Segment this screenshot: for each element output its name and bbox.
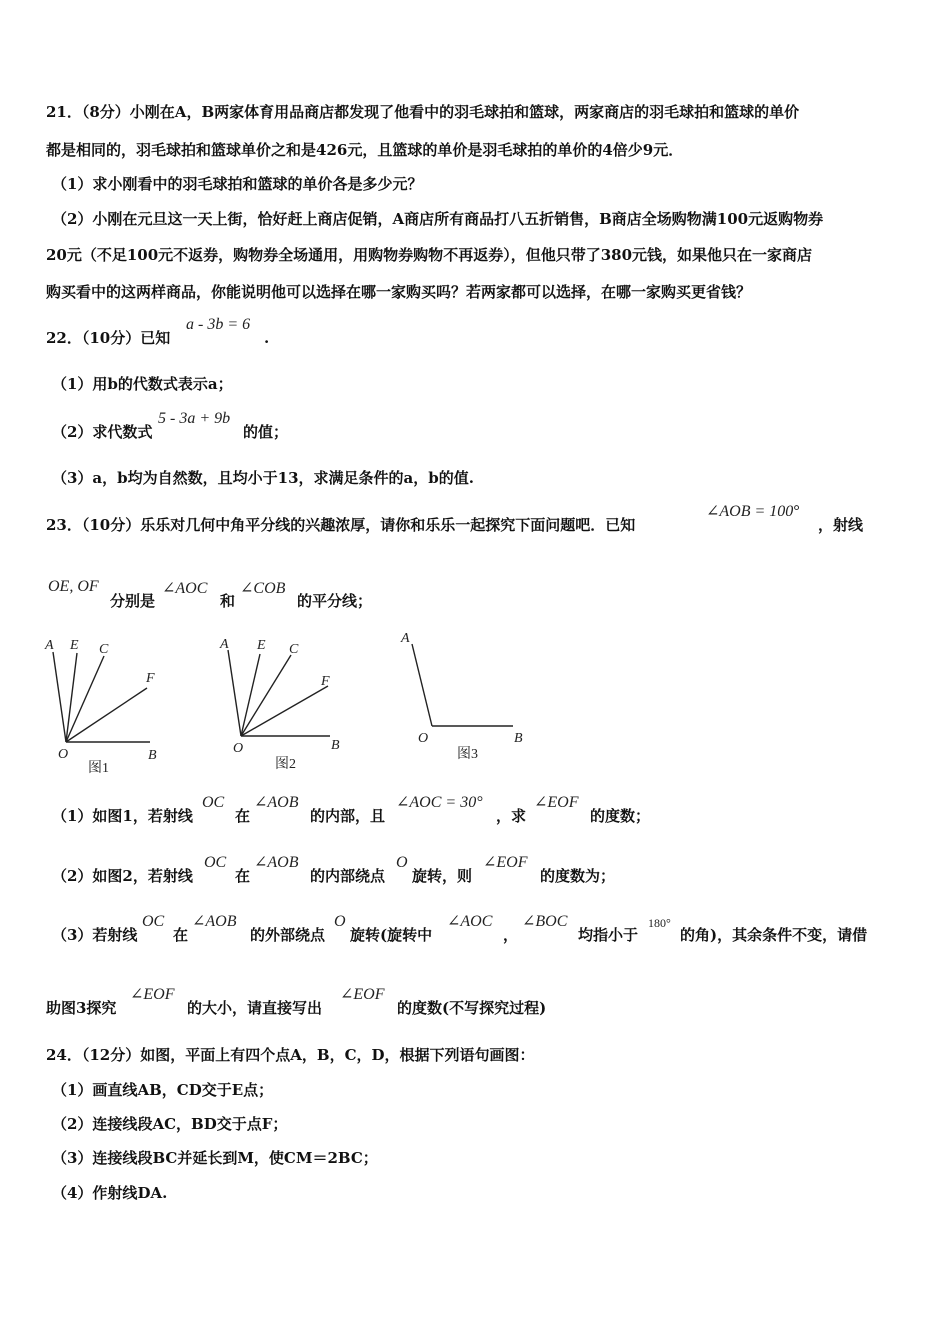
q23-p3-eof-1: ∠EOF xyxy=(130,986,175,1003)
q24-part-3: （3）连接线段BC并延长到M，使CM＝2BC； xyxy=(52,1149,378,1167)
q21-part-2-line-2: 20元（不足100元不返券，购物券全场通用，用购物券购物不再返券），但他只带了380元钱，如果他只在一家商店 xyxy=(46,246,813,264)
q23-p3-aob: ∠AOB xyxy=(192,913,237,930)
q23-p1-c: 的内部，且 xyxy=(310,807,386,825)
q23-p3-i: 的大小，请直接写出 xyxy=(187,999,323,1017)
q23-p3-eof-2: ∠EOF xyxy=(340,986,385,1003)
q24-part-4: （4）作射线DA. xyxy=(52,1184,168,1202)
q23-p2-a: （2）如图2，若射线 xyxy=(52,867,193,885)
q23-p2-c: 的内部绕点 xyxy=(310,867,386,885)
q23-figures xyxy=(0,620,950,780)
q22-part-2-suffix: 的值； xyxy=(243,423,289,441)
q23-p3-h: 助图3探究 xyxy=(46,999,117,1017)
q23-p3-oc: OC xyxy=(142,913,165,930)
q23-p3-e: ， xyxy=(503,926,519,944)
q23-p2-aob: ∠AOB xyxy=(254,854,299,871)
fig2-label-e: E xyxy=(257,638,266,653)
fig3-label-a: A xyxy=(401,631,410,646)
q23-p2-eof: ∠EOF xyxy=(483,854,528,871)
q23-p2-oc: OC xyxy=(204,854,227,871)
q23-angle-aoc: ∠AOC xyxy=(162,580,208,597)
q23-p1-a: （1）如图1，若射线 xyxy=(52,807,193,825)
q23-text-bisectors: 的平分线； xyxy=(297,592,373,610)
fig1-label-o: O xyxy=(58,747,69,762)
q23-rays: OE, OF xyxy=(48,578,99,595)
fig2-caption: 图2 xyxy=(275,757,296,772)
q21-line-2: 都是相同的，羽毛球拍和篮球单价之和是426元，且篮球的单价是羽毛球拍的单价的4倍少9元． xyxy=(46,141,684,159)
q23-heading-end: ，射线 xyxy=(818,516,864,534)
q24-part-2: （2）连接线段AC，BD交于点F； xyxy=(52,1115,288,1133)
q23-p3-180deg: 180° xyxy=(648,916,671,930)
q23-p1-condition: ∠AOC = 30° xyxy=(396,794,483,811)
fig2-label-c: C xyxy=(289,642,299,657)
q23-p2-d: 旋转，则 xyxy=(412,867,473,885)
q22-equation: a - 3b = 6 xyxy=(186,316,251,333)
fig2-label-o: O xyxy=(233,741,244,756)
q23-p3-f: 均指小于 xyxy=(578,926,639,944)
q23-p1-b: 在 xyxy=(235,807,251,825)
q23-text-and: 和 xyxy=(220,592,236,610)
fig1-label-a: A xyxy=(45,638,54,653)
q23-p3-c: 的外部绕点 xyxy=(250,926,326,944)
q23-p3-b: 在 xyxy=(173,926,189,944)
q24-part-1: （1）画直线AB，CD交于E点； xyxy=(52,1081,274,1099)
q23-p3-aoc: ∠AOC xyxy=(447,913,493,930)
q23-p3-d: 旋转(旋转中 xyxy=(350,926,433,944)
q21-part-1: （1）求小刚看中的羽毛球拍和篮球的单价各是多少元？ xyxy=(52,175,423,193)
q23-p3-g: 的角)，其余条件不变，请借 xyxy=(680,926,868,944)
q22-part-1: （1）用b的代数式表示a； xyxy=(52,375,233,393)
q22-heading: 22．（10分）已知 xyxy=(46,329,171,347)
fig1-label-c: C xyxy=(99,642,109,657)
fig1-label-f: F xyxy=(146,671,155,686)
q23-p2-o: O xyxy=(396,854,408,871)
figure-2 xyxy=(228,650,330,736)
q23-text-respectively: 分别是 xyxy=(110,592,156,610)
fig3-label-b: B xyxy=(514,731,523,746)
fig1-label-b: B xyxy=(148,748,157,763)
q23-p2-b: 在 xyxy=(235,867,251,885)
q22-period: . xyxy=(264,329,270,347)
q23-p1-d: ，求 xyxy=(496,807,527,825)
q23-p3-a: （3）若射线 xyxy=(52,926,138,944)
q22-expression: 5 - 3a + 9b xyxy=(158,410,231,427)
q21-part-2-line-1: （2）小刚在元旦这一天上街，恰好赶上商店促销，A商店所有商品打八五折销售，B商店全场购物满100元返购物券 xyxy=(52,210,824,228)
fig2-label-b: B xyxy=(331,738,340,753)
q23-p1-aob: ∠AOB xyxy=(254,794,299,811)
q23-p3-boc: ∠BOC xyxy=(522,913,568,930)
q23-p1-oc: OC xyxy=(202,794,225,811)
q22-part-2-prefix: （2）求代数式 xyxy=(52,423,153,441)
fig3-caption: 图3 xyxy=(457,747,478,762)
q23-given-angle: ∠AOB = 100° xyxy=(706,503,800,520)
q23-p1-eof: ∠EOF xyxy=(534,794,579,811)
q23-p3-j: 的度数(不写探究过程) xyxy=(397,999,547,1017)
figure-1 xyxy=(53,652,150,742)
q22-part-3: （3）a，b均为自然数，且均小于13，求满足条件的a，b的值. xyxy=(52,469,474,487)
q21-part-2-line-3: 购买看中的这两样商品，你能说明他可以选择在哪一家购买吗？若两家都可以选择，在哪一家购买更省钱？ xyxy=(46,283,752,301)
q23-p1-e: 的度数； xyxy=(590,807,651,825)
fig2-label-a: A xyxy=(220,637,229,652)
q21-line-1: 21．（8分）小刚在A，B两家体育用品商店都发现了他看中的羽毛球拍和篮球，两家商店的羽毛球拍和篮球的单价 xyxy=(46,103,800,121)
q23-p3-o: O xyxy=(334,913,346,930)
q23-heading: 23．（10分）乐乐对几何中角平分线的兴趣浓厚，请你和乐乐一起探究下面问题吧．已知 xyxy=(46,516,636,534)
q24-heading: 24．（12分）如图，平面上有四个点A，B，C，D，根据下列语句画图： xyxy=(46,1046,535,1064)
fig2-label-f: F xyxy=(321,674,330,689)
fig3-label-o: O xyxy=(418,731,429,746)
fig1-caption: 图1 xyxy=(88,761,109,776)
figure-3 xyxy=(412,644,513,726)
fig1-label-e: E xyxy=(70,638,79,653)
q23-p2-e: 的度数为； xyxy=(540,867,616,885)
q23-angle-cob: ∠COB xyxy=(240,580,286,597)
